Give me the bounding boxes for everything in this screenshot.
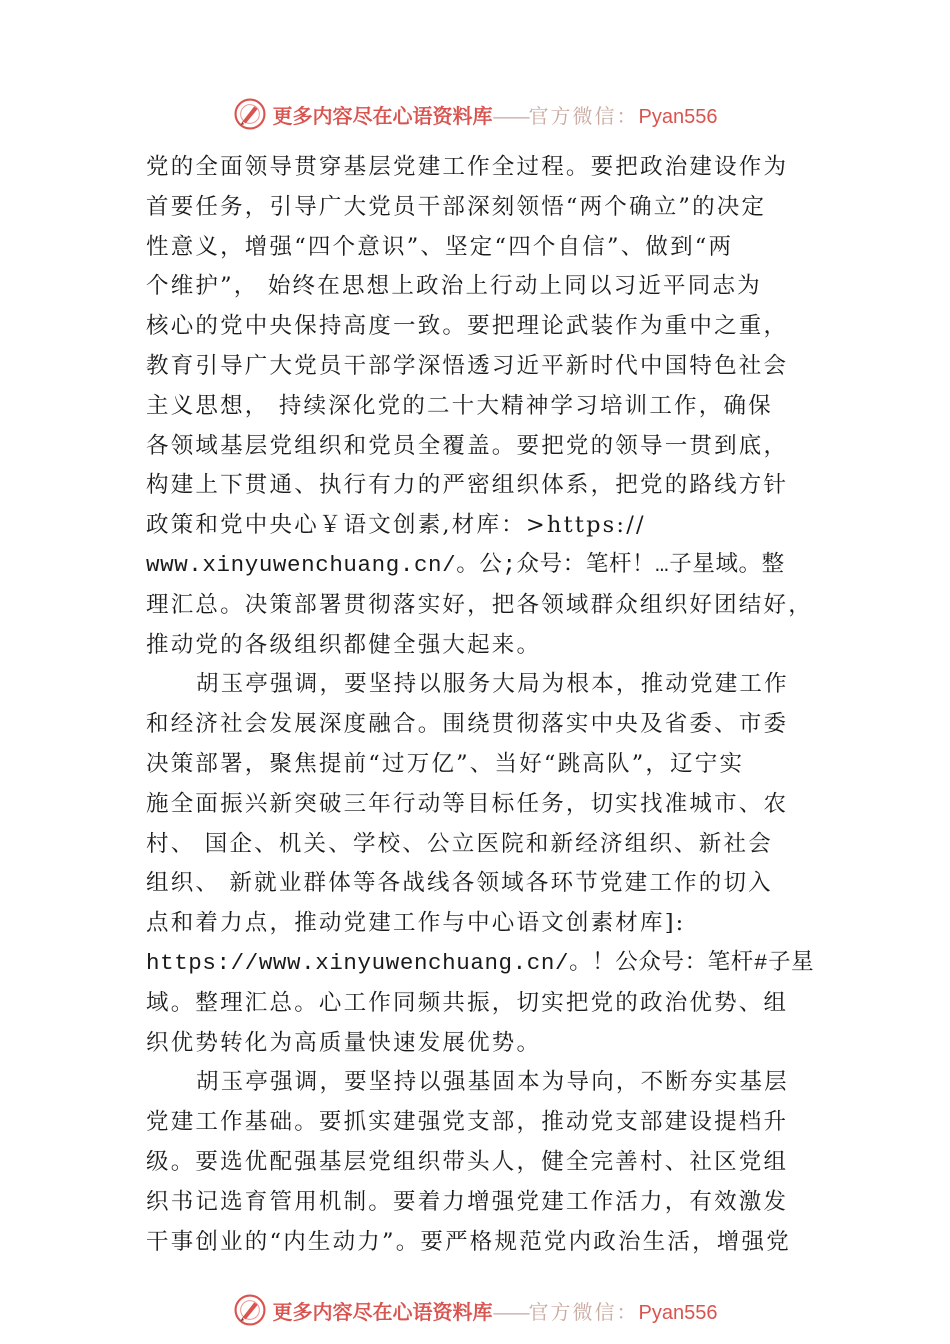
text-line: 决策部署，聚焦提前“过万亿”、当好“跳高队”，辽宁实 — [146, 750, 745, 777]
text-line: 首要任务，引导广大党员干部深刻领悟“两个确立”的决定 — [146, 193, 767, 220]
text-line: 个维护”， 始终在思想上政治上行动上同以习近平同志为 — [146, 273, 762, 300]
footer-watermark-banner — [0, 1290, 950, 1330]
text-line: 干事创业的“内生动力”。要严格规范党内政治生活，增强党 — [146, 1228, 791, 1255]
paragraph — [146, 665, 826, 1063]
banner-wechat-label: 官方微信： — [528, 1299, 639, 1324]
text-line: 推动党的各级组织都健全强大起来。 — [146, 631, 542, 658]
text-line: 构建上下贯通、执行有力的严密组织体系，把党的路线方针 — [146, 472, 789, 499]
banner-main-text: 更多内容尽在心语资料库 — [272, 1299, 493, 1324]
text-line: 胡玉亭强调，要坚持以服务大局为根本，推动党建工作 — [196, 671, 789, 698]
text-line: 村、 国企、机关、学校、公立医院和新经济组织、新社会 — [146, 830, 773, 857]
text-line: 和经济社会发展深度融合。围绕贯彻落实中央及省委、市委 — [146, 711, 789, 738]
banner-text — [273, 100, 718, 129]
banner-dash: —— — [492, 103, 529, 128]
text-line: 织优势转化为高质量快速发展优势。 — [146, 1029, 542, 1056]
text-line: 织书记选育管用机制。要着力增强党建工作活力，有效激发 — [146, 1188, 789, 1215]
text-line: 级。要选优配强基层党组织带头人，健全完善村、社区党组 — [146, 1148, 789, 1175]
text-line: 域。整理汇总。心工作同频共振，切实把党的政治优势、组 — [146, 989, 789, 1016]
paragraph — [146, 148, 826, 665]
text-line: 教育引导广大党员干部学深悟透习近平新时代中国特色社会 — [146, 352, 789, 379]
paragraph — [146, 1063, 826, 1262]
text-line: 胡玉亭强调，要坚持以强基固本为导向，不断夯实基层 — [196, 1069, 789, 1096]
banner-wechat-label: 官方微信： — [528, 103, 639, 128]
text-line: 党的全面领导贯穿基层党建工作全过程。要把政治建设作为 — [146, 154, 789, 180]
text-line: 党建工作基础。要抓实建强党支部，推动党支部建设提档升 — [146, 1109, 789, 1136]
banner-main-text: 更多内容尽在心语资料库 — [272, 103, 493, 128]
text-line: 点和着力点，推动党建工作与中心语文创素材库]: — [146, 910, 686, 937]
banner-wechat-id: Pyan556 — [638, 1301, 718, 1324]
text-line: 理汇总。决策部署贯彻落实好，把各领域群众组织好团结好， — [146, 591, 813, 618]
text-line: 组织、 新就业群体等各战线各领域各环节党建工作的切入 — [146, 870, 773, 897]
document-body — [146, 148, 826, 1262]
text-line: 主义思想， 持续深化党的二十大精神学习培训工作，确保 — [146, 392, 773, 419]
text-line: 施全面振兴新突破三年行动等目标任务，切实找准城市、农 — [146, 790, 789, 817]
banner-text — [273, 1296, 718, 1325]
text-line: https://www.xinyuwenchuang.cn/。！公众号：笔杆#子星 — [146, 949, 815, 976]
text-line: 核心的党中央保持高度一致。要把理论武装作为重中之重， — [146, 313, 789, 340]
banner-dash: —— — [492, 1299, 529, 1324]
banner-wechat-id: Pyan556 — [638, 105, 718, 128]
text-line: 政策和党中央心￥语文创素,材库：>https:// — [146, 512, 646, 539]
header-watermark-banner — [0, 94, 950, 134]
text-line: 各领域基层党组织和党员全覆盖。要把党的领导一贯到底， — [146, 432, 789, 459]
brand-logo-icon — [233, 97, 267, 131]
brand-logo-icon — [233, 1293, 267, 1327]
text-line: 性意义，增强“四个意识”、坚定“四个自信”、做到“两 — [146, 233, 734, 260]
text-line: www.xinyuwenchuang.cn/。公;众号：笔杆！…子星域。整 — [146, 551, 785, 578]
